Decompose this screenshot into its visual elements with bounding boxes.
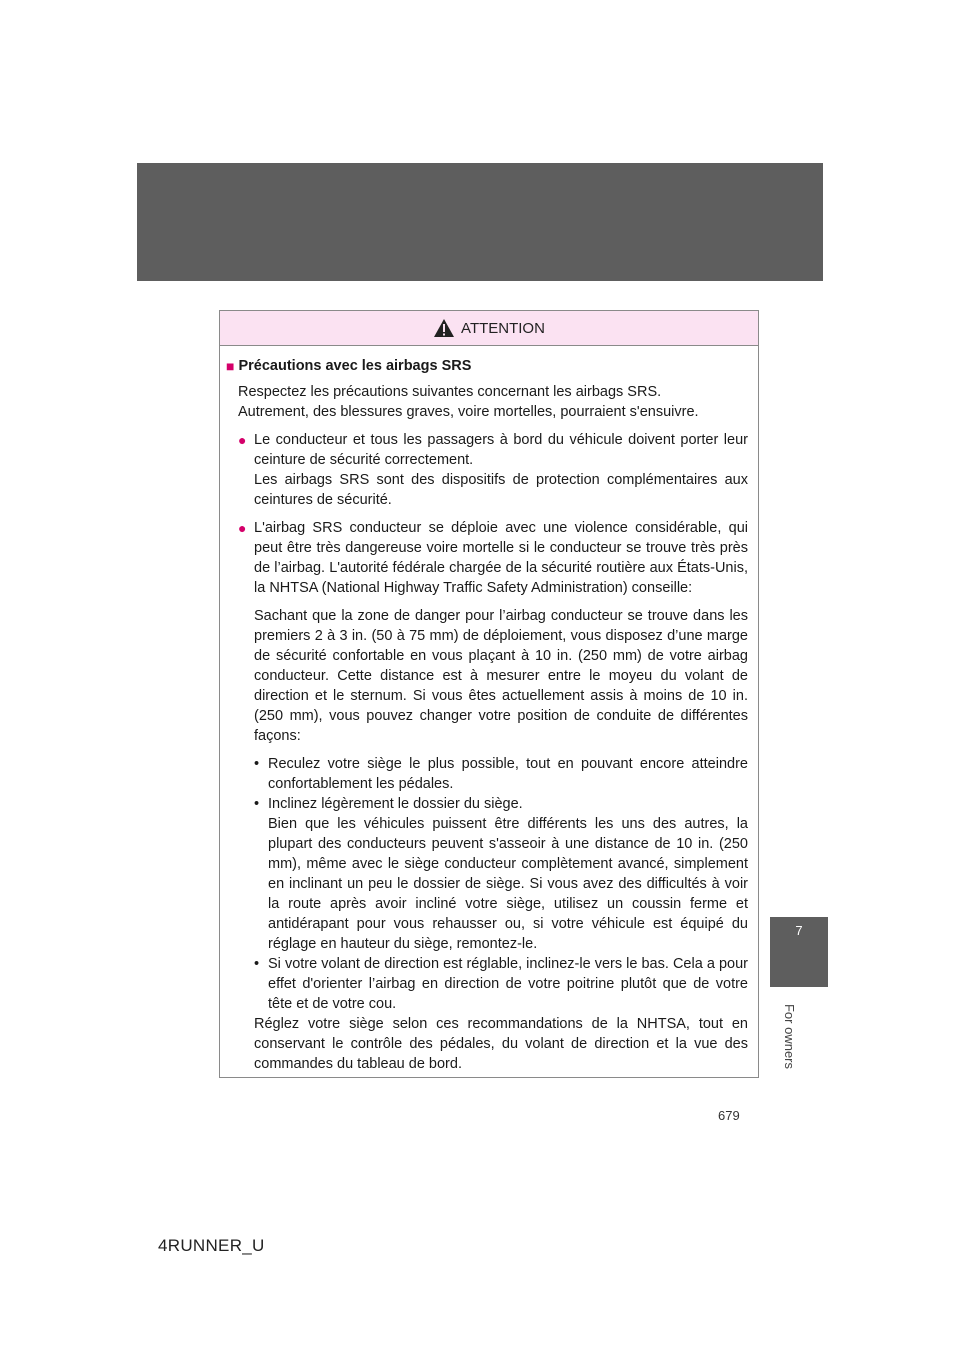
dot2-text: Inclinez légèrement le dossier du siège. bbox=[268, 796, 523, 812]
footer-code: 4RUNNER_U bbox=[158, 1236, 265, 1255]
attention-box bbox=[219, 310, 759, 1078]
list-item bbox=[254, 794, 748, 814]
section-title-row bbox=[226, 356, 748, 376]
circle-bullet-icon: ● bbox=[238, 520, 247, 536]
list-item bbox=[254, 754, 748, 794]
attention-title: ATTENTION bbox=[461, 319, 545, 337]
bullet2-text: L'airbag SRS conducteur se déploie avec une violence considérable, qui peut être très dangereuse voire mortelle si le conducteur se trouve très près de l’airbag. L'autorité fédérale chargée de la sécurité routière aux États-Unis, la NHTSA (National Highway Traffic Safety Administration) conseille: bbox=[254, 520, 748, 596]
list-item bbox=[254, 954, 748, 1014]
square-bullet-icon: ■ bbox=[226, 358, 235, 374]
closing-paragraph: Réglez votre siège selon ces recommandations de la NHTSA, tout en conservant le contrôle des pédales, du volant de direction et la vue des commandes du tableau de bord. bbox=[254, 1016, 748, 1072]
warning-triangle-icon bbox=[433, 318, 455, 338]
bullet1-line2: Les airbags SRS sont des dispositifs de protection complémentaires aux ceintures de sécurité. bbox=[254, 472, 748, 508]
chapter-tab[interactable] bbox=[770, 917, 828, 987]
header-band bbox=[137, 163, 823, 281]
attention-header bbox=[220, 311, 758, 346]
dot3-text: Si votre volant de direction est réglable, inclinez-le vers le bas. Cela a pour effet d'orienter l’airbag en direction de votre poitrine plutôt que de votre tête et de votre cou. bbox=[268, 956, 748, 1012]
attention-body bbox=[220, 346, 758, 1074]
intro-line-2: Autrement, des blessures graves, voire mortelles, pourraient s'ensuivre. bbox=[238, 404, 699, 420]
dot-bullet-icon: • bbox=[254, 756, 260, 772]
bullet-item-seatbelt bbox=[238, 430, 748, 510]
dot1-text: Reculez votre siège le plus possible, tout en pouvant encore atteindre confortablement les pédales. bbox=[268, 756, 748, 792]
section-title: Précautions avec les airbags SRS bbox=[238, 358, 472, 374]
dot-bullet-icon: • bbox=[254, 956, 260, 972]
chapter-label: For owners bbox=[782, 1003, 798, 1069]
bullet-item-airbag-force bbox=[238, 518, 748, 598]
dot-bullet-icon: • bbox=[254, 796, 260, 812]
dot2-detail: Bien que les véhicules puissent être différents les uns des autres, la plupart des conducteurs peuvent s'asseoir à une distance de 10 in. (250 mm), même avec le siège conducteur complètement avancé, simplement en inclinant un peu le dossier de siège. Si vous avez des difficultés à voir la route après avoir incliné votre siège, utilisez un coussin ferme et antidérapant pour vous rehausser ou, si votre véhicule est équipé du réglage en hauteur du siège, remontez-le. bbox=[268, 816, 748, 952]
intro-line-1: Respectez les précautions suivantes concernant les airbags SRS. bbox=[238, 384, 662, 400]
circle-bullet-icon: ● bbox=[238, 432, 247, 448]
nhtsa-advice: Sachant que la zone de danger pour l’airbag conducteur se trouve dans les premiers 2 à 3 in. (50 à 75 mm) de déploiement, vous disposez d’une marge de sécurité confortable en vous plaçant à 10 in. (250 mm) de votre airbag conducteur. Cette distance est à mesurer entre le moyeu du volant de direction et le sternum. Si vous êtes actuellement assis à moins de 10 in. (250 mm), vous pouvez changer votre position de conduite de différentes façons: bbox=[254, 608, 748, 744]
intro-paragraph bbox=[238, 382, 748, 422]
chapter-number: 7 bbox=[795, 923, 803, 938]
page-number: 679 bbox=[718, 1108, 740, 1123]
bullet1-line1: Le conducteur et tous les passagers à bord du véhicule doivent porter leur ceinture de sécurité correctement. bbox=[254, 432, 748, 468]
recommendation-list bbox=[254, 754, 748, 1014]
chapter-label-container bbox=[772, 995, 808, 1077]
